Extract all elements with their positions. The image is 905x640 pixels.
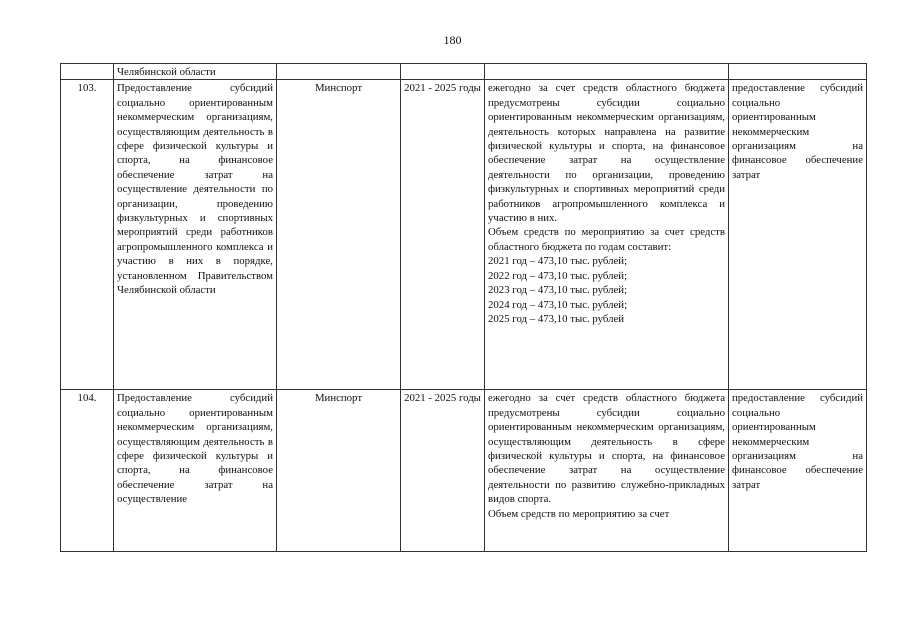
cell-name [114,64,277,80]
page-number: 180 [443,33,462,47]
funding-year: 2025 год – 473,10 тыс. рублей [488,312,625,325]
description-text: ежегодно за счет средств областного бюджета предусмотрены субсидии социально ориентированным некоммерческим организациям, осуществляющим деятельность в сфере физической культуры и спорта, на финансовое обеспечение затрат на осуществление деятельности по развитию служебно-прикладных видов спорта. [488,392,725,506]
funding-year: 2022 год – 473,10 тыс. рублей; [488,269,628,282]
executor: Минспорт [277,80,401,390]
expected-result: предоставление субсидий социально ориентированным некоммерческим организациям на финансовое обеспечение затрат [729,390,867,552]
table-row [61,80,867,390]
executor: Минспорт [277,390,401,552]
row-number: 103. [61,80,114,390]
continuation-text: Челябинской области [117,66,216,78]
measure-name: Предоставление субсидий социально ориентированным некоммерческим организациям, осуществляющим деятельность в сфере физической культуры и спорта, на финансовое обеспечение затрат на осуществление [114,390,277,552]
funding-intro: Объем средств по мероприятию за счет средств областного бюджета по годам составит: [488,226,725,253]
measure-description [485,80,729,390]
funding-year: 2024 год – 473,10 тыс. рублей; [488,298,628,311]
description-text: ежегодно за счет средств областного бюджета предусмотрены субсидии социально ориентированным некоммерческим организациям, деятельность которых направлена на развитие физической культуры и спорта, на финансовое обеспечение затрат на осуществление деятельности по организации, проведению физкультурных и спортивных мероприятий среди работников агропромышленного комплекса и участию в них. [488,82,725,225]
measure-name: Предоставление субсидий социально ориентированным некоммерческим организациям, осуществляющим деятельность в сфере физической культуры и спорта, на финансовое обеспечение затрат на осуществление деятельности по организации, проведению физкультурных и спортивных мероприятий среди работников агропромышленного комплекса и участию в них в порядке, установленном Правительством Челябинской области [114,80,277,390]
period: 2021 - 2025 годы [401,80,485,390]
expected-result: предоставление субсидий социально ориентированным некоммерческим организациям на финансовое обеспечение затрат [729,80,867,390]
cell-description [485,64,729,80]
funding-intro: Объем средств по мероприятию за счет [488,507,670,520]
cell-executor [277,64,401,80]
measure-description [485,390,729,552]
row-number: 104. [61,390,114,552]
program-measures-table [60,63,867,552]
period: 2021 - 2025 годы [401,390,485,552]
cell-result [729,64,867,80]
funding-year: 2023 год – 473,10 тыс. рублей; [488,284,628,297]
cell-num [61,64,114,80]
table-row-continuation [61,64,867,80]
cell-period [401,64,485,80]
funding-year: 2021 год – 473,10 тыс. рублей; [488,255,628,268]
table-row [61,390,867,552]
